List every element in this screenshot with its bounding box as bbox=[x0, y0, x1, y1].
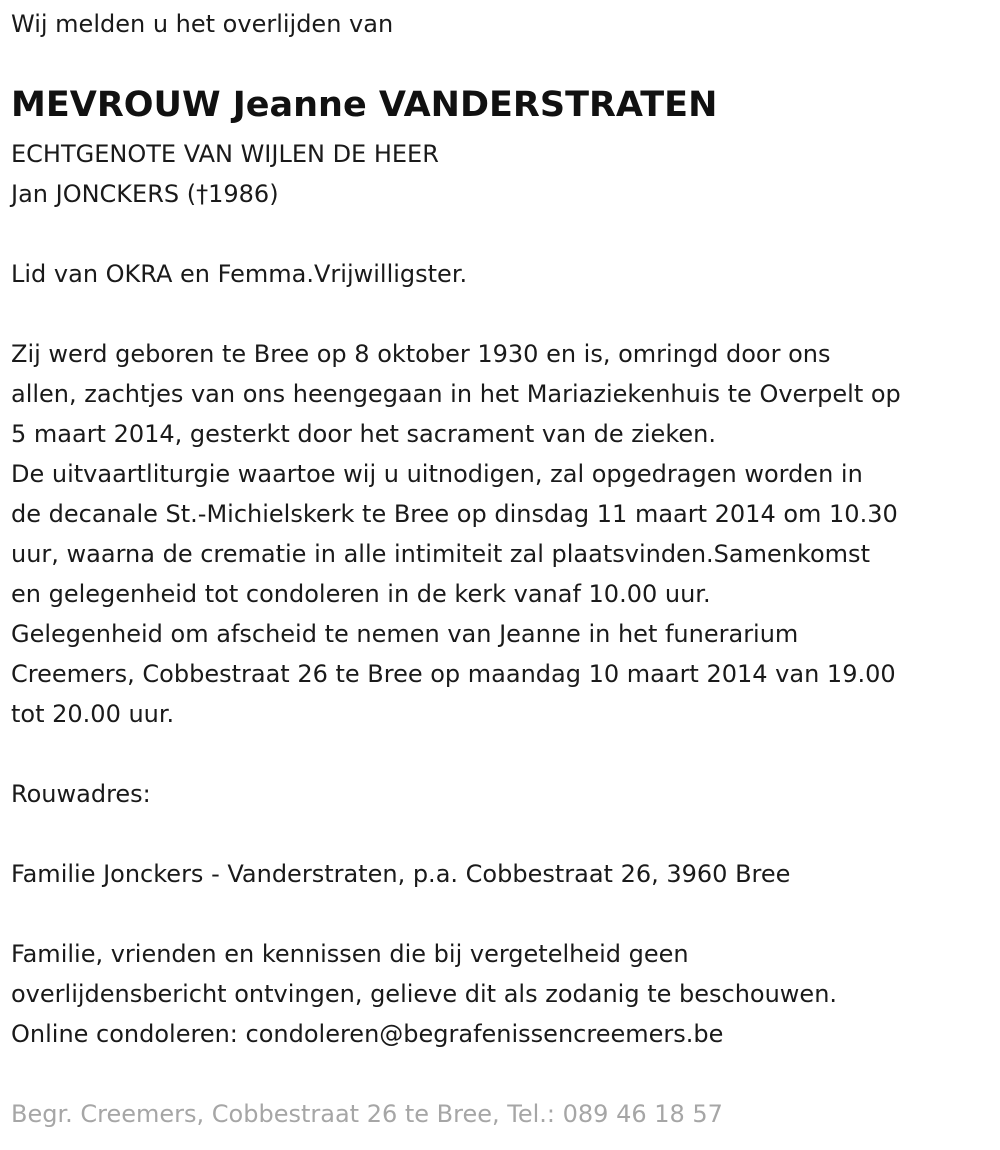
mourning-label: Rouwadres: bbox=[11, 780, 151, 808]
mourning-address-block bbox=[11, 854, 790, 894]
story-line: De uitvaartliturgie waartoe wij u uitnodigen, zal opgedragen worden in bbox=[11, 460, 863, 488]
notice-line: overlijdensbericht ontvingen, gelieve dit als zodanig te beschouwen. bbox=[11, 980, 838, 1008]
story-line: 5 maart 2014, gesterkt door het sacrament van de zieken. bbox=[11, 420, 716, 448]
story-line: allen, zachtjes van ons heengegaan in het Mariaziekenhuis te Overpelt op bbox=[11, 380, 901, 408]
membership-info bbox=[11, 254, 467, 294]
spouse-line-1: ECHTGENOTE VAN WIJLEN DE HEER bbox=[11, 140, 439, 168]
spouse-info bbox=[11, 134, 439, 214]
story-line: Zij werd geboren te Bree op 8 oktober 1930 en is, omringd door ons bbox=[11, 340, 831, 368]
funeral-home-footer: Begr. Creemers, Cobbestraat 26 te Bree, Tel.: 089 46 18 57 bbox=[11, 1100, 723, 1128]
story-line: Gelegenheid om afscheid te nemen van Jeanne in het funerarium bbox=[11, 620, 799, 648]
intro-text: Wij melden u het overlijden van bbox=[11, 10, 394, 38]
funeral-details bbox=[11, 334, 901, 734]
mourning-address: Familie Jonckers - Vanderstraten, p.a. Cobbestraat 26, 3960 Bree bbox=[11, 860, 791, 888]
story-line: de decanale St.-Michielskerk te Bree op dinsdag 11 maart 2014 om 10.30 bbox=[11, 500, 898, 528]
membership-text: Lid van OKRA en Femma.Vrijwilligster. bbox=[11, 260, 468, 288]
deceased-name: MEVROUW Jeanne VANDERSTRATEN bbox=[11, 85, 718, 125]
story-line: uur, waarna de crematie in alle intimiteit zal plaatsvinden.Samenkomst bbox=[11, 540, 870, 568]
mourning-label-block bbox=[11, 774, 151, 814]
spouse-line-2: Jan JONCKERS (†1986) bbox=[11, 180, 279, 208]
story-line: tot 20.00 uur. bbox=[11, 700, 175, 728]
online-condolence-line: Online condoleren: condoleren@begrafenissencreemers.be bbox=[11, 1020, 724, 1048]
story-line: Creemers, Cobbestraat 26 te Bree op maandag 10 maart 2014 van 19.00 bbox=[11, 660, 896, 688]
notice-line: Familie, vrienden en kennissen die bij vergetelheid geen bbox=[11, 940, 689, 968]
story-line: en gelegenheid tot condoleren in de kerk vanaf 10.00 uur. bbox=[11, 580, 711, 608]
notice-block bbox=[11, 934, 837, 1054]
